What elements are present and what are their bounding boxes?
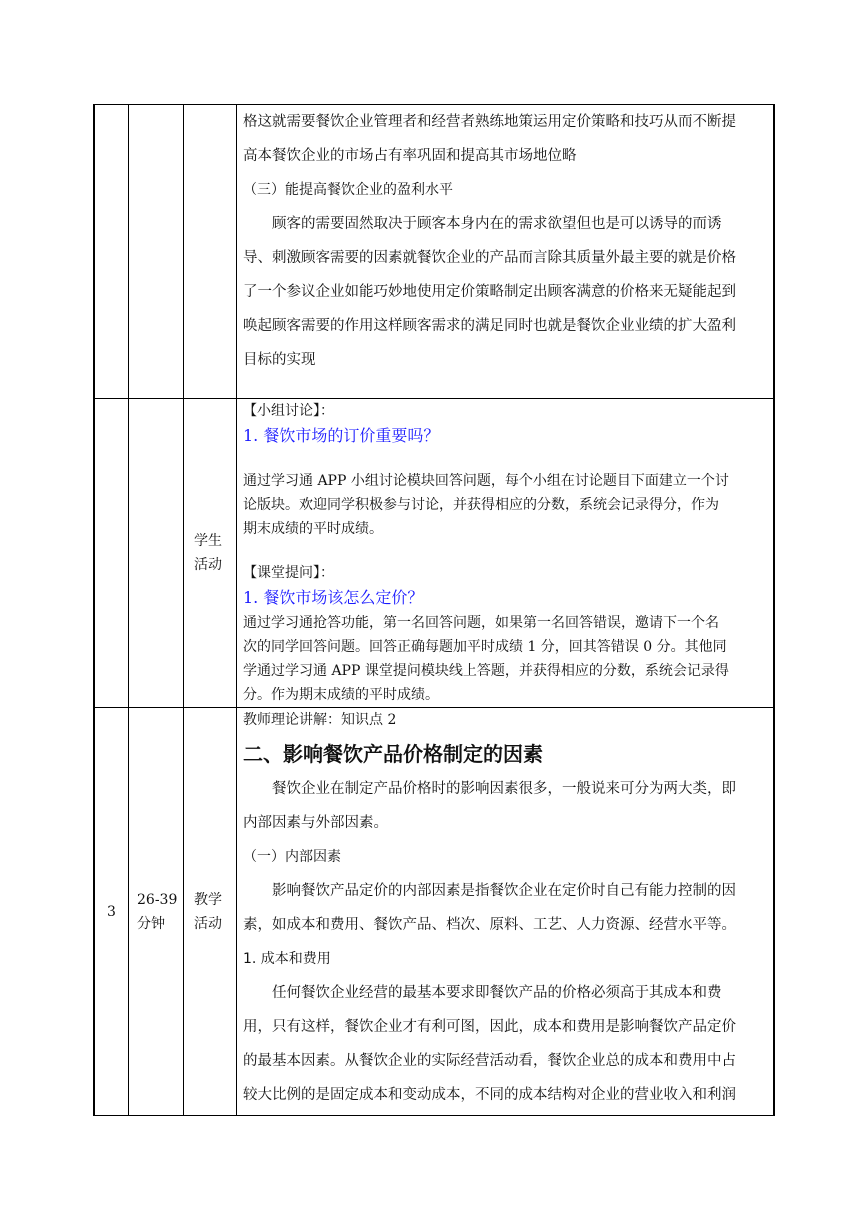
paragraph-first-line: 影响餐饮产品定价的内部因素是指餐饮企业在定价时自己有能力控制的因 [272, 883, 736, 899]
class-question: 1. 餐饮市场该怎么定价？ [243, 588, 424, 607]
text-line: 学通过学习通 APP 课堂提问模块线上答题，并获得相应的分数，系统会记录得 [243, 663, 729, 679]
text-line: 通过学习通抢答功能，第一名回答问题，如果第一名回答错误，邀请下一个名 [243, 615, 719, 631]
text-line: 论版块。欢迎同学积极参与讨论，并获得相应的分数，系统会记录得分，作为 [243, 497, 719, 513]
spacer [243, 541, 767, 561]
continuation-text [237, 105, 773, 377]
number-cell [94, 105, 129, 399]
lesson-plan-table [93, 104, 775, 1116]
discussion-question: 1. 餐饮市场的订价重要吗？ [243, 426, 440, 445]
spacer [243, 449, 767, 469]
text-line: 较大比例的是固定成本和变动成本，不同的成本结构对企业的营业收入和利润 [243, 1087, 736, 1103]
time-range: 26-39 [137, 891, 178, 908]
subheading: （一）内部因素 [243, 849, 341, 865]
activity-label: 教学 [194, 891, 222, 908]
text-line: 导、刺激顾客需要的因素就餐饮企业的产品而言除其质量外最主要的就是价格 [243, 250, 736, 266]
time-cell [129, 105, 184, 399]
paragraph-first-line: 任何餐饮企业经营的最基本要求即餐饮产品的价格必须高于其成本和费 [272, 985, 722, 1001]
subheading: 1. 成本和费用 [243, 951, 331, 967]
text-line: 通过学习通 APP 小组讨论模块回答问题，每个小组在讨论题目下面建立一个讨 [243, 473, 729, 489]
content-cell [237, 105, 775, 399]
teaching-activity-text [237, 708, 773, 1112]
table-row [94, 708, 774, 1116]
activity-label: 学生 [194, 533, 222, 549]
discussion-title: 【小组讨论】： [243, 403, 334, 419]
activity-label: 活动 [194, 915, 222, 932]
student-activity-text [237, 399, 773, 707]
activity-label-cell [184, 708, 237, 1116]
text-line: 期末成绩的平时成绩。 [243, 521, 383, 537]
time-cell [129, 399, 184, 708]
activity-cell [184, 105, 237, 399]
text-line: 素，如成本和费用、餐饮产品、档次、原料、工艺、人力资源、经营水平等。 [243, 917, 736, 933]
paragraph-first-line: 餐饮企业在制定产品价格时的影响因素很多，一般说来可分为两大类，即 [272, 781, 736, 797]
text-line: 用，只有这样，餐饮企业才有利可图，因此，成本和费用是影响餐饮产品定价 [243, 1019, 736, 1035]
lecture-intro: 教师理论讲解：知识点 2 [243, 712, 397, 728]
number-cell: 3 [94, 708, 129, 1116]
text-line: 唤起顾客需要的作用这样顾客需求的满足同时也就是餐饮企业业绩的扩大盈利 [243, 318, 736, 334]
text-line: 高本餐饮企业的市场占有率巩固和提高其市场地位略 [243, 148, 577, 164]
question-title: 【课堂提问】： [243, 565, 334, 581]
text-line: 格这就需要餐饮企业管理者和经营者熟练地策运用定价策略和技巧从而不断提 [243, 114, 736, 130]
text-line: 次的同学回答问题。回答正确每题加平时成绩 1 分，回其答错误 0 分。其他同 [243, 639, 727, 655]
subheading: （三）能提高餐饮企业的盈利水平 [243, 182, 453, 198]
content-cell [237, 708, 775, 1116]
text-line: 分。作为期末成绩的平时成绩。 [243, 687, 439, 703]
time-cell [129, 708, 184, 1116]
table-row [94, 399, 774, 708]
text-line: 了一个参议企业如能巧妙地使用定价策略制定出顾客满意的价格来无疑能起到 [243, 284, 736, 300]
number-cell [94, 399, 129, 708]
text-line: 目标的实现 [243, 352, 316, 368]
table-row [94, 105, 774, 399]
content-cell [237, 399, 775, 708]
text-line: 的最基本因素。从餐饮企业的实际经营活动看，餐饮企业总的成本和费用中占 [243, 1053, 736, 1069]
paragraph-first-line: 顾客的需要固然取决于顾客本身内在的需求欲望但也是可以诱导的而诱 [272, 216, 722, 232]
section-heading: 二、影响餐饮产品价格制定的因素 [243, 742, 543, 766]
activity-label: 活动 [194, 557, 222, 573]
time-unit: 分钟 [137, 915, 165, 932]
text-line: 内部因素与外部因素。 [243, 815, 388, 831]
activity-label-cell [184, 399, 237, 708]
